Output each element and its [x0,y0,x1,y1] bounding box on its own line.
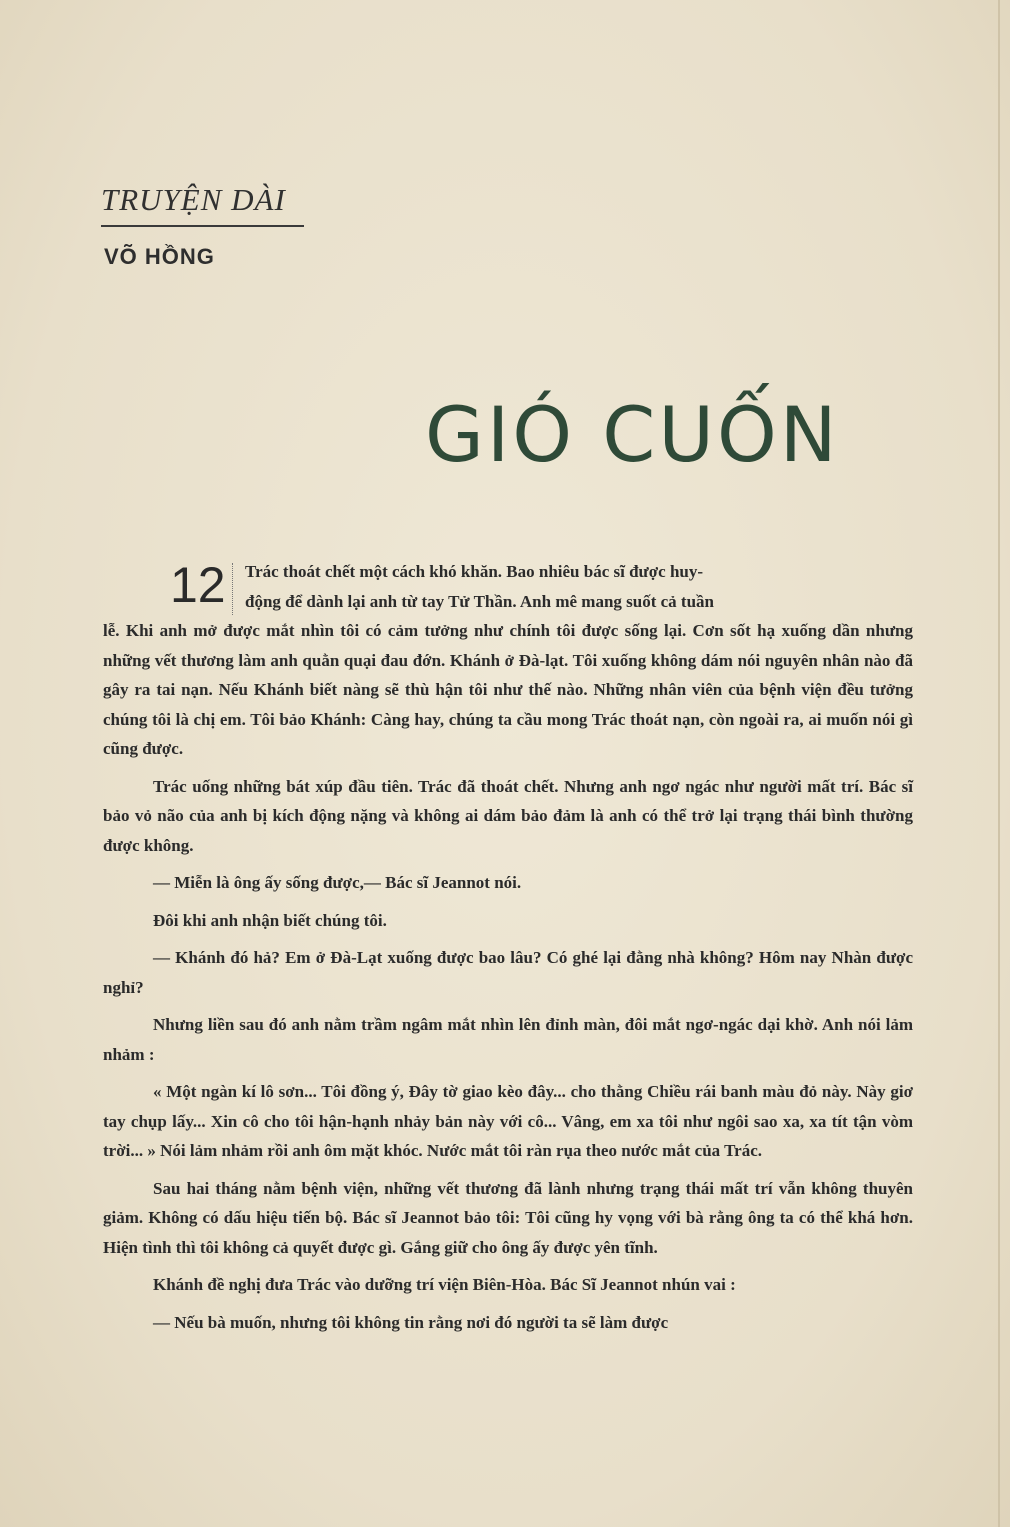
paragraph-3: — Miễn là ông ấy sống được,— Bác sĩ Jeannot nói. [153,873,522,892]
story-title: GIÓ CUỐN [425,390,840,479]
paragraph-2: Trác uống những bát xúp đầu tiên. Trác đã thoát chết. Nhưng anh ngơ ngác như người mất trí. Bác sĩ bảo vỏ não của anh bị kích động nặng và không ai dám bảo đảm là anh có thể trở lại trạng thái bình thường được không. [103,776,913,855]
paragraph-1 [103,557,913,764]
paragraph-10: — Nếu bà muốn, nhưng tôi không tin rằng nơi đó người ta sẽ làm được [153,1312,669,1332]
paragraph-6: Nhưng liền sau đó anh nằm trầm ngâm mắt nhìn lên đỉnh màn, đôi mắt ngơ-ngác dại khờ. Anh nói lảm nhảm : [103,1015,913,1064]
paragraph-8: Sau hai tháng nằm bệnh viện, những vết thương đã lành nhưng trạng thái mất trí vẫn không thuyên giảm. Không có dấu hiệu tiến bộ. Bác sĩ Jeannot bảo tôi: Tôi cũng hy vọng với bà rằng ông ta có thể khá hơn. Hiện tình thì tôi không cả quyết được gì. Gắng giữ cho ông ấy được yên tĩnh. [103,1178,913,1257]
paragraph-7: « Một ngàn kí lô sơn... Tôi đồng ý, Đây tờ giao kèo đây... cho thằng Chiều rái banh màu đỏ này. Này giơ tay chụp lấy... Xin cô cho tôi hận-hạnh nhảy bản này với cô... Vâng, em xa tôi như ngôi sao xa, xa tít tận vòm trời... » Nói lảm nhảm rồi anh ôm mặt khóc. Nước mắt tôi ràn rụa theo nước mắt của Trác. [103,1082,913,1160]
page-edge [998,0,1000,1527]
paragraph-4: Đôi khi anh nhận biết chúng tôi. [153,910,387,930]
paragraph-5: — Khánh đó hả? Em ở Đà-Lạt xuống được bao lâu? Có ghé lại đằng nhà không? Hôm nay Nhàn được nghỉ? [103,948,913,997]
chapter-number: 12 [170,557,226,613]
paragraph-1-rest: lễ. Khi anh mở được mắt nhìn tôi có cảm tưởng như chính tôi được sống lại. Cơn sốt hạ xuống dần nhưng những vết thương làm anh quằn quại đau đớn. Khánh ở Đà-lạt. Tôi xuống không dám nói nguyên nhân nào đã gây ra tai nạn. Nếu Khánh biết nàng sẽ thù hận tôi như thế nào. Những nhân viên của bệnh viện đều tưởng chúng tôi là chị em. Tôi bảo Khánh: Càng hay, chúng ta cầu mong Trác thoát nạn, còn ngoài ra, ai muốn nói gì cũng được. [103,621,913,758]
paragraph-9: Khánh đề nghị đưa Trác vào dưỡng trí viện Biên-Hòa. Bác Sĩ Jeannot nhún vai : [153,1275,736,1294]
author-name: VÕ HỒNG [104,244,215,269]
paragraph-1-line-1: Trác thoát chết một cách khó khăn. Bao nhiêu bác sĩ được huy- [245,562,704,581]
story-body [103,557,913,1345]
section-rule [101,225,304,227]
section-label: TRUYỆN DÀI [101,182,286,217]
paragraph-1-line-2: động để dành lại anh từ tay Tử Thần. Anh mê mang suốt cả tuần [245,591,714,611]
